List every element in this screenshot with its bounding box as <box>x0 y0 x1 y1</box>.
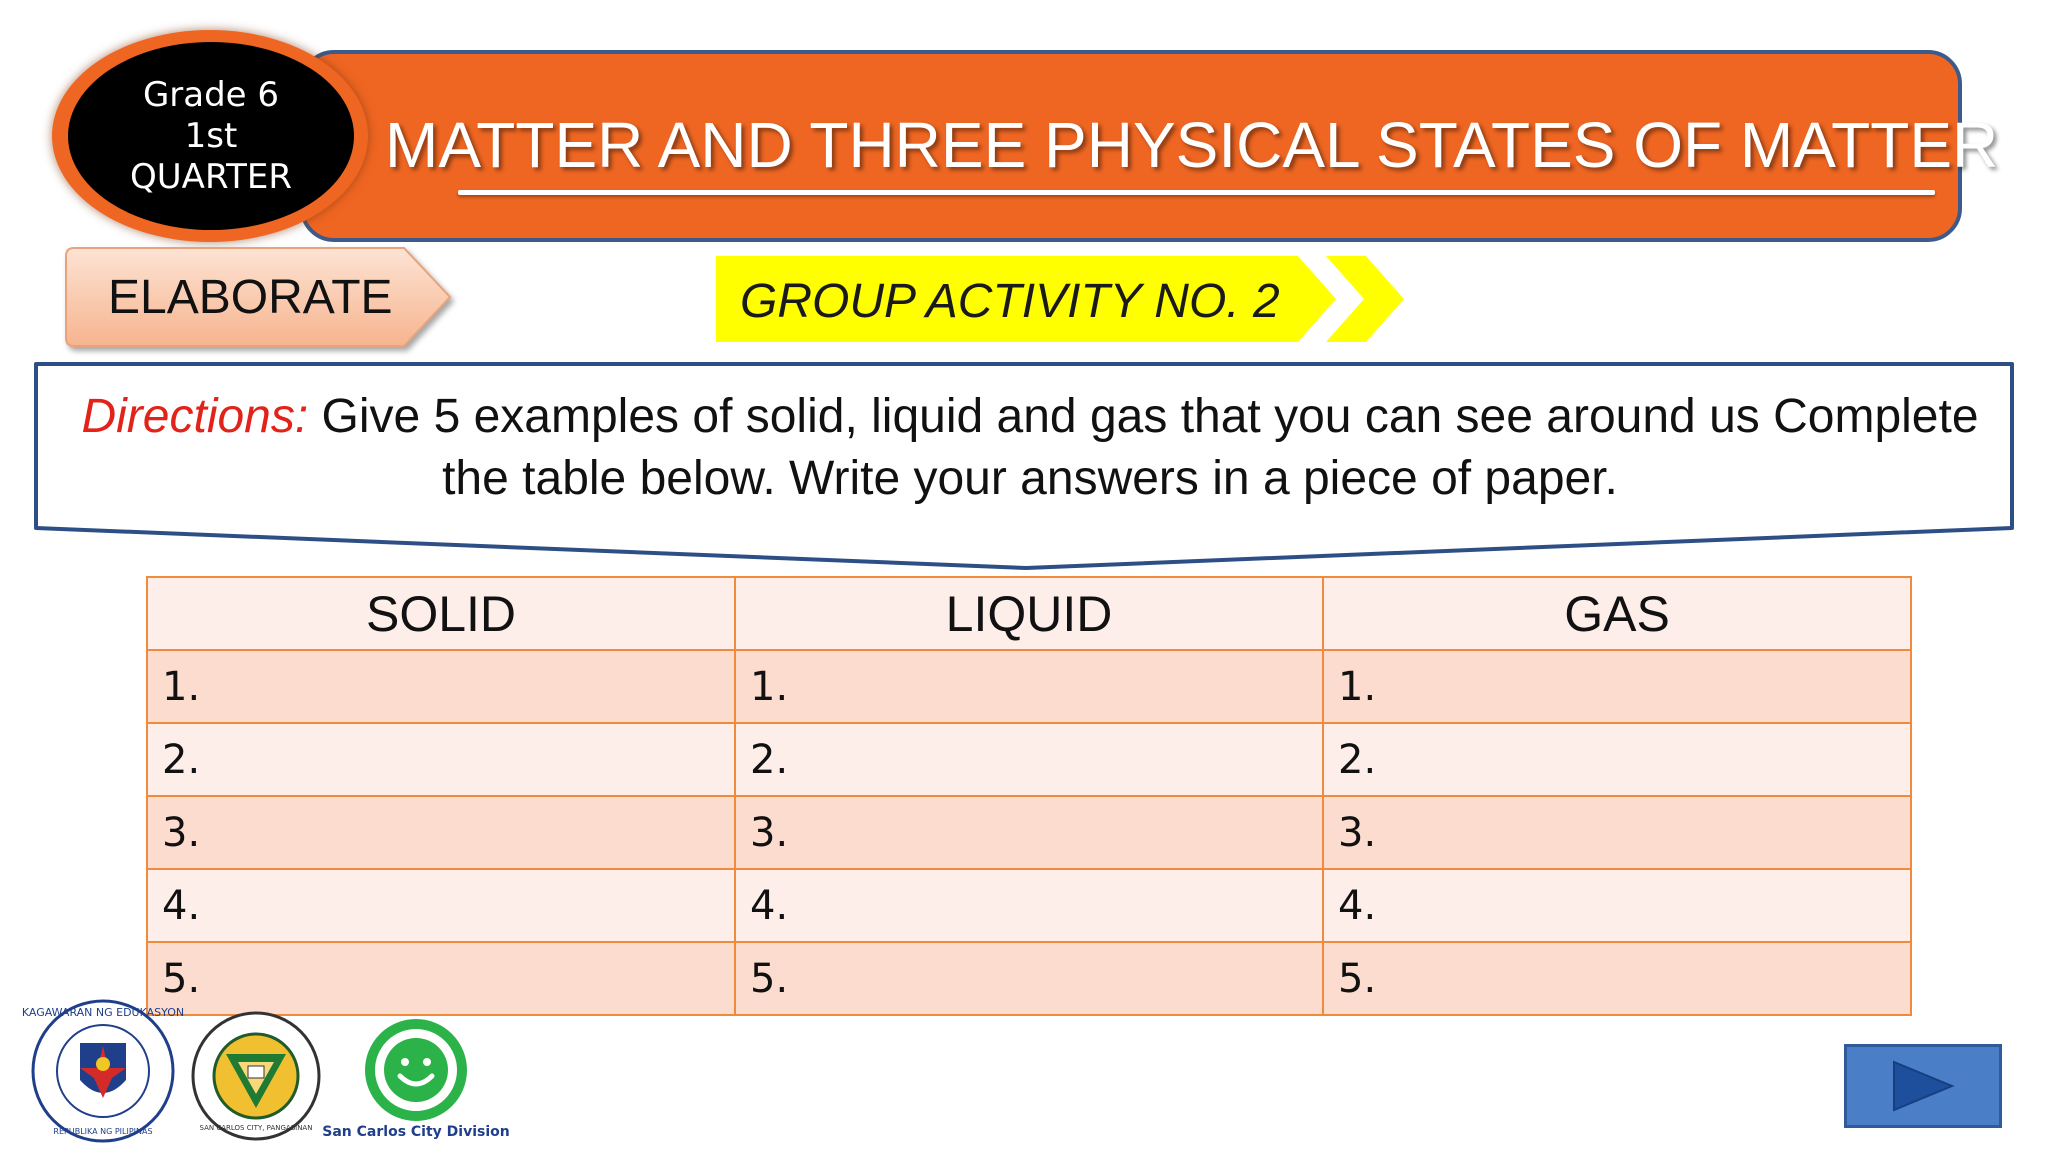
directions-body: Give 5 examples of solid, liquid and gas that you can see around us Complete the table below. Write your answers in a piece of paper. <box>308 390 1979 505</box>
header-solid: SOLID <box>147 577 735 650</box>
grade-badge <box>68 42 354 230</box>
table-cell: 5. <box>735 942 1323 1015</box>
play-arrow-icon <box>1888 1058 1958 1114</box>
table-row <box>147 723 1911 796</box>
activity-label: GROUP ACTIVITY NO. 2 <box>740 275 1280 328</box>
header-gas: GAS <box>1323 577 1911 650</box>
table-cell: 1. <box>1323 650 1911 723</box>
directions-label: Directions: <box>81 390 309 443</box>
section-tag-label: ELABORATE <box>108 271 393 324</box>
table-row <box>147 796 1911 869</box>
quarter-label: QUARTER <box>130 156 292 197</box>
table-row <box>147 942 1911 1015</box>
title-underline <box>458 190 1935 195</box>
table-cell: 5. <box>147 942 735 1015</box>
table-cell: 2. <box>1323 723 1911 796</box>
table-cell: 4. <box>1323 869 1911 942</box>
table-cell: 2. <box>147 723 735 796</box>
table-cell: 1. <box>735 650 1323 723</box>
table-cell: 3. <box>147 796 735 869</box>
table-cell: 5. <box>1323 942 1911 1015</box>
table-cell: 4. <box>735 869 1323 942</box>
directions-text <box>60 386 2000 510</box>
next-slide-button[interactable] <box>1844 1044 2002 1128</box>
svg-text:San Carlos City Division: San Carlos City Division <box>322 1124 510 1140</box>
svg-text:REPUBLIKA NG PILIPINAS: REPUBLIKA NG PILIPINAS <box>53 1127 153 1136</box>
deped-seal-icon <box>21 998 185 1144</box>
table-cell: 4. <box>147 869 735 942</box>
table-cell: 1. <box>147 650 735 723</box>
table-cell: 3. <box>1323 796 1911 869</box>
smiley-logo-icon <box>322 1008 510 1144</box>
table-cell: 3. <box>735 796 1323 869</box>
page-title: MATTER AND THREE PHYSICAL STATES OF MATTER <box>385 109 1999 181</box>
table-row <box>147 650 1911 723</box>
grade-label: Grade 6 <box>142 74 280 115</box>
division-seal-icon <box>190 1010 322 1142</box>
table-row <box>147 869 1911 942</box>
svg-text:KAGAWARAN NG EDUKASYON: KAGAWARAN NG EDUKASYON <box>21 1006 185 1019</box>
quarter-number: 1st <box>184 115 238 156</box>
table-header-row <box>147 577 1911 650</box>
table-cell: 2. <box>735 723 1323 796</box>
header-liquid: LIQUID <box>735 577 1323 650</box>
svg-text:SAN CARLOS CITY, PANGASINAN: SAN CARLOS CITY, PANGASINAN <box>199 1124 313 1132</box>
answer-table <box>146 576 1912 1016</box>
